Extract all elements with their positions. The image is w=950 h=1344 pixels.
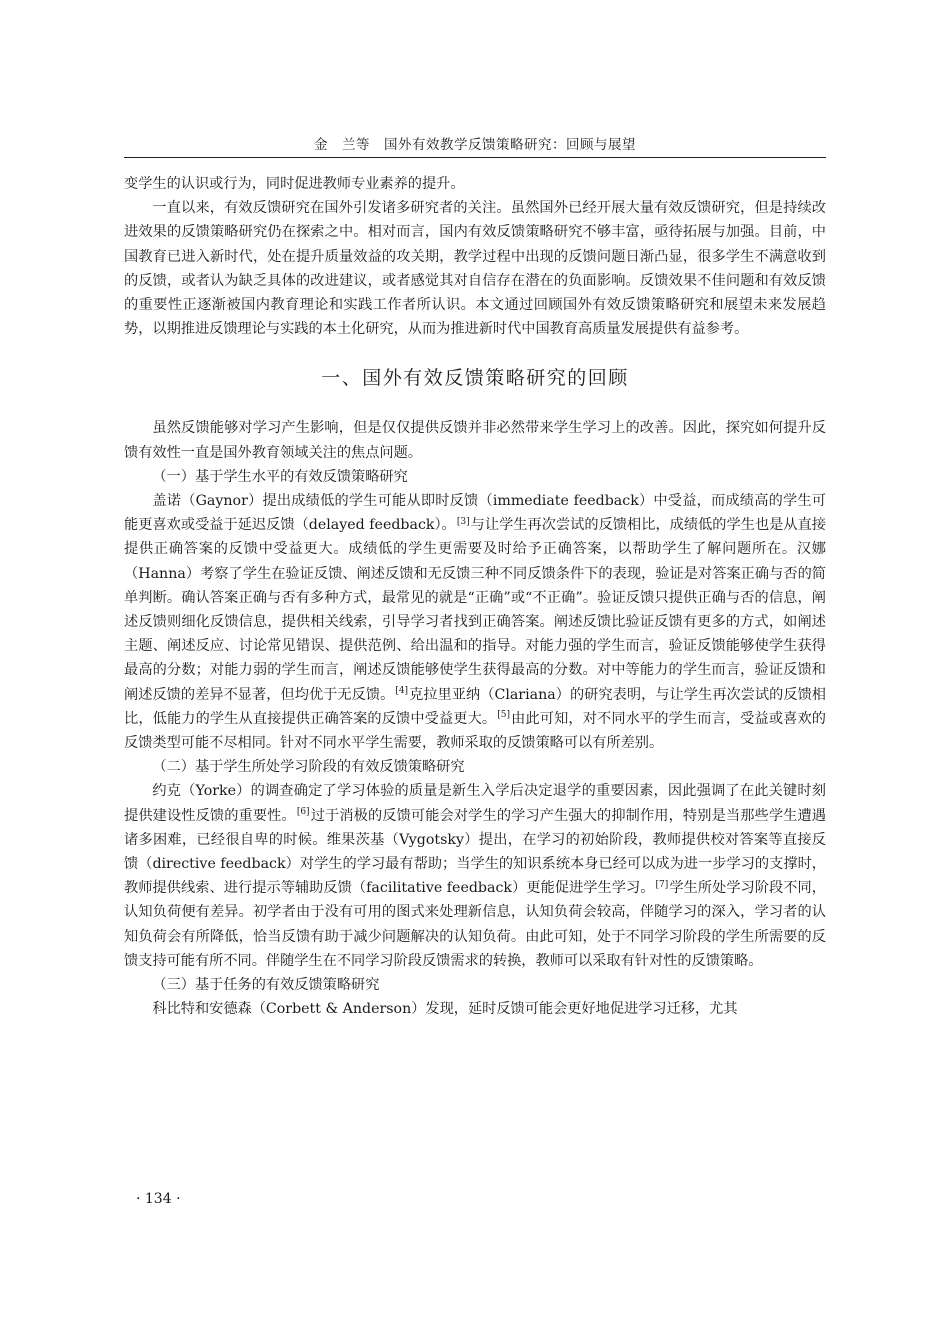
subsection-heading: （三）基于任务的有效反馈策略研究	[152, 977, 380, 994]
paragraph: 虽然反馈能够对学习产生影响，但是仅仅提供反馈并非必然带来学生学习上的改善。因此，探究如何提升反馈有效性一直是国外教育领域关注的焦点问题。	[124, 420, 826, 461]
text-run: 约克（Yorke）的调查确定了学习体验的质量是新生入学后决定退学的重要因素，因此强调了在此关键时刻提供建设性反馈的重要性。	[124, 783, 826, 824]
paragraph	[124, 779, 826, 973]
text-run: 与让学生再次尝试的反馈相比，成绩低的学生也是从直接提供正确答案的反馈中受益更大。成绩低的学生更需要及时给予正确答案，以帮助学生了解问题所在。汉娜（Hanna）考察了学生在验证反馈、阐述反馈和无反馈三种不同反馈条件下的表现，验证是对答案正确与否的简单判断。确认答案正确与否有多种方式，最常见的就是“正确”或“不正确”。验证反馈只提供正确与否的信息，阐述反馈则细化反馈信息，提供相关线索，引导学习者找到正确答案。阐述反馈比验证反馈有更多的方式，如阐述主题、阐述反应、讨论常见错误、提供范例、给出温和的指导。对能力强的学生而言，验证反馈能够使学生获得最高的分数；对能力弱的学生而言，阐述反馈能够使学生获得最高的分数。对中等能力的学生而言，验证反馈和阐述反馈的差异不显著，但均优于无反馈。	[124, 517, 826, 703]
text-run: 学生所处学习阶段不同，认知负荷便有差异。初学者由于没有可用的图式来处理新信息，认知负荷会较高，伴随学习的深入，学习者的认知负荷会有所降低，恰当反馈有助于减少问题解决的认知负荷。由此可知，处于不同学习阶段的学生所需要的反馈支持可能有所不同。伴随学生在不同学习阶段反馈需求的转换，教师可以采取有针对性的反馈策略。	[124, 880, 826, 969]
paragraph	[124, 489, 826, 755]
header-title: 国外有效教学反馈策略研究：回顾与展望	[384, 137, 636, 153]
text-run: 盖诺（Gaynor）提出成绩低的学生可能从即时反馈（immediate feedback）中受益，而成绩高的学生可能更喜欢或受益于延迟反馈（delayed feedback）。	[124, 493, 826, 534]
text-run: 过于消极的反馈可能会对学生的学习产生强大的抑制作用，特别是当那些学生遭遇诸多困难，已经很自卑的时候。维果茨基（Vygotsky）提出，在学习的初始阶段，教师提供校对答案等直接反馈（directive feedback）对学生的学习最有帮助；当学生的知识系统本身已经可以成为进一步学习的支撑时，教师提供线索、进行提示等辅助反馈（facilitative feedback）更能促进学生学习。	[124, 807, 826, 897]
section-heading: 一、国外有效反馈策略研究的回顾	[321, 367, 629, 390]
text-run: 克拉里亚纳（Clariana）的研究表明，与让学生再次尝试的反馈相比，低能力的学生从直接提供正确答案的反馈中受益更大。	[124, 686, 826, 727]
citation: [4]	[395, 685, 409, 696]
text-run: 由此可知，对不同水平的学生而言，受益或喜欢的反馈类型可能不尽相同。针对不同水平学生需要，教师采取的反馈策略可以有所差别。	[124, 710, 826, 752]
subsection-heading: （一）基于学生水平的有效反馈策略研究	[152, 468, 408, 485]
citation: [5]	[497, 710, 510, 721]
page-number: · 134 ·	[136, 1191, 181, 1207]
header-rule	[124, 157, 826, 158]
running-header	[124, 133, 826, 155]
paragraph: 一直以来，有效反馈研究在国外引发诸多研究者的关注。虽然国外已经开展大量有效反馈研究，但是持续改进效果的反馈策略研究仍在探索之中。相对而言，国内有效反馈策略研究不够丰富，亟待拓展与加强。目前，中国教育已进入新时代，处在提升质量效益的攻关期，教学过程中出现的反馈问题日渐凸显，很多学生不满意收到的反馈，或者认为缺乏具体的改进建议，或者感觉其对自信存在潜在的负面影响。反馈效果不佳问题和有效反馈的重要性正逐渐被国内教育理论和实践工作者所认识。本文通过回顾国外有效反馈策略研究和展望未来发展趋势，以期推进反馈理论与实践的本土化研究，从而为推进新时代中国教育高质量发展提供有益参考。	[124, 200, 826, 338]
citation: [3]	[456, 516, 470, 527]
article-body	[124, 172, 826, 1022]
paragraph: 科比特和安德森（Corbett & Anderson）发现，延时反馈可能会更好地促进学习迁移，尤其	[152, 1001, 738, 1018]
citation: [7]	[655, 879, 669, 890]
header-authors: 金 兰等	[314, 137, 370, 153]
subsection-heading: （二）基于学生所处学习阶段的有效反馈策略研究	[152, 759, 465, 776]
paragraph: 变学生的认识或行为，同时促进教师专业素养的提升。	[124, 176, 465, 192]
citation: [6]	[296, 806, 310, 817]
